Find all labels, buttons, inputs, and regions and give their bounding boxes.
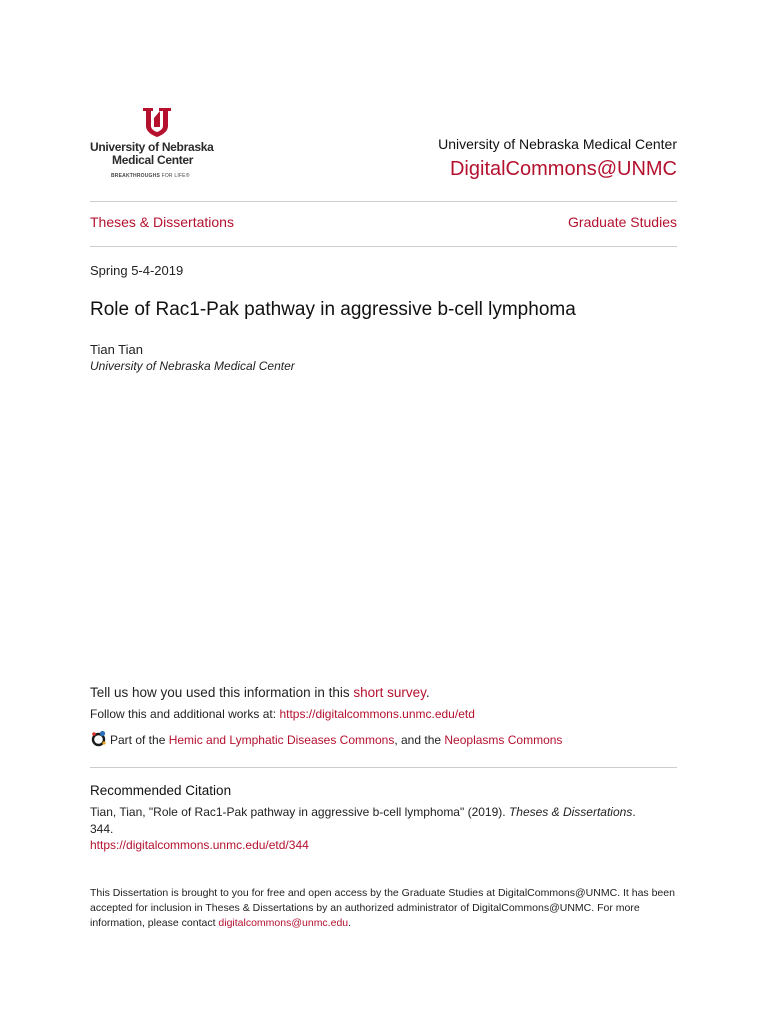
etd-collection-link[interactable]: https://digitalcommons.unmc.edu/etd xyxy=(279,707,475,721)
network-icon xyxy=(90,730,107,747)
repository-link[interactable]: DigitalCommons@UNMC xyxy=(449,158,677,180)
nebraska-n-logo-icon xyxy=(140,106,174,138)
part-of-prefix: Part of the xyxy=(110,733,169,747)
document-title: Role of Rac1-Pak pathway in aggressive b-cell lymphoma xyxy=(90,299,576,320)
citation-series: Theses & Dissertations xyxy=(508,805,633,819)
logo-tagline-rest: FOR LIFE xyxy=(160,173,186,179)
survey-suffix: . xyxy=(425,685,430,700)
footer-notice xyxy=(90,886,680,931)
recommended-citation-heading: Recommended Citation xyxy=(90,783,232,798)
citation-link[interactable]: https://digitalcommons.unmc.edu/etd/344 xyxy=(90,838,309,852)
footer-text: This Dissertation is brought to you for free and open access by the Graduate Studies at DigitalCommons@UNMC. It has been accepted for inclusion in Theses & Dissertations by an authorized administrator of DigitalCommons@UNMC. For more information, please contact xyxy=(90,887,675,929)
survey-prefix: Tell us how you used this information in this xyxy=(90,685,354,700)
unmc-logo xyxy=(90,106,230,182)
follow-line xyxy=(90,707,475,721)
nav-divider xyxy=(90,246,677,247)
organization-name: University of Nebraska Medical Center xyxy=(438,136,677,152)
hemic-lymphatic-commons-link[interactable]: Hemic and Lymphatic Diseases Commons xyxy=(168,733,395,747)
footer-suffix: . xyxy=(348,917,352,929)
short-survey-link[interactable]: short survey xyxy=(353,685,426,700)
contact-email-link[interactable]: digitalcommons@unmc.edu xyxy=(218,917,349,929)
part-of-middle: , and the xyxy=(394,733,445,747)
citation-text xyxy=(90,804,670,838)
author-affiliation: University of Nebraska Medical Center xyxy=(90,359,295,373)
logo-tagline xyxy=(111,173,190,179)
header-divider xyxy=(90,201,677,202)
theses-dissertations-link[interactable]: Theses & Dissertations xyxy=(90,214,234,230)
citation-body: Tian, Tian, "Role of Rac1-Pak pathway in aggressive b-cell lymphoma" (2019). xyxy=(90,805,509,819)
logo-tagline-mark: ® xyxy=(185,173,190,179)
part-of-line xyxy=(90,730,562,747)
follow-prefix: Follow this and additional works at: xyxy=(90,707,280,721)
citation-divider xyxy=(90,767,677,768)
graduate-studies-link[interactable]: Graduate Studies xyxy=(568,214,677,230)
logo-university-name: University of Nebraska xyxy=(90,140,214,154)
author-name: Tian Tian xyxy=(90,342,143,357)
publication-date: Spring 5-4-2019 xyxy=(90,263,184,278)
citation-series-period: . xyxy=(632,805,636,819)
logo-tagline-bold: BREAKTHROUGHS xyxy=(111,173,160,179)
citation-number: 344. xyxy=(90,822,114,836)
survey-line xyxy=(90,685,430,700)
neoplasms-commons-link[interactable]: Neoplasms Commons xyxy=(444,733,563,747)
logo-medical-center: Medical Center xyxy=(112,153,194,167)
